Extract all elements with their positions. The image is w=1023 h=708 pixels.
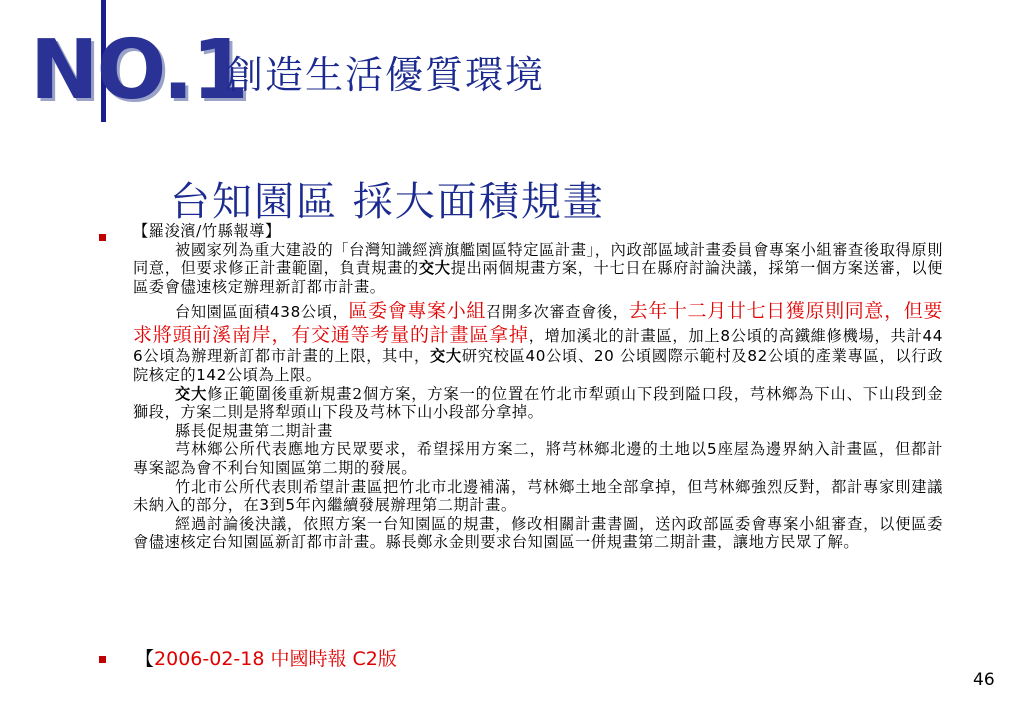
p2-g: 研究校區 xyxy=(461,347,526,366)
p2-e: 公頃的高鐵維修機場，共計 xyxy=(730,327,923,346)
paragraph-1 xyxy=(133,241,943,297)
paragraph-7 xyxy=(133,515,943,552)
p2-a: 台知園區面積 xyxy=(175,303,271,322)
p2-f: 公頃為辦理新訂都市計畫的上限，其中， xyxy=(143,347,430,366)
slide-logo: NO.1 xyxy=(30,23,247,118)
source-tag-text: 【羅浚濱/竹縣報導】 xyxy=(133,222,281,240)
p2-j: 公頃的產業專區，以行政院核定的 xyxy=(133,347,943,384)
citation-text: 2006-02-18 中國時報 C2版 xyxy=(154,648,397,670)
bullet-icon xyxy=(99,656,106,663)
p2-b: 公頃， xyxy=(300,303,349,322)
citation xyxy=(135,647,397,671)
paragraph-2 xyxy=(133,299,943,384)
slide-title: 創造生活優質環境 xyxy=(225,53,546,97)
p2-red1: 區委會專案小組 xyxy=(348,300,486,323)
p2-k: 公頃為上限。 xyxy=(226,365,322,384)
p3-text: 修正範圍後重新規畫2個方案，方案一的位置在竹北市犁頭山下段到隘口段，芎林鄉為下山、下山段到金獅段，方案二則是將犁頭山下段及芎林下山小段部分拿掉。 xyxy=(133,384,943,422)
p2-n1: 438 xyxy=(270,303,301,322)
p5-b: 座屋為邊界納入計畫區，但都計專案認為會不利台知園區第二期的發展。 xyxy=(133,440,943,477)
p5-n: 5 xyxy=(707,440,718,459)
p5-a: 芎林鄉公所代表應地方民眾要求，希望採用方案二，將芎林鄉北邊的土地以 xyxy=(175,440,708,459)
p2-n2: 8 xyxy=(720,327,731,346)
citation-bracket: 【 xyxy=(135,648,155,670)
p2-red2: 去年十二月廿七日獲原則同意，但要求將頭前溪南岸，有交通等考量的計畫區拿掉 xyxy=(133,300,943,347)
p6-c: 年內繼續發展辦理第二期計畫。 xyxy=(295,496,517,515)
p7-text: 經過討論後決議，依照方案一台知園區的規畫，修改相關計畫書圖，送內政部區委會專案小組審查，以便區委會儘速核定台知園區新訂都市計畫。縣長鄭永金則要求台知園區一併規畫第二期計畫，讓地方民眾了解。 xyxy=(133,514,943,552)
p4-text: 縣長促規畫第二期計畫 xyxy=(175,421,333,440)
p2-h: 公頃、 xyxy=(546,347,594,366)
paragraph-5 xyxy=(133,440,943,477)
p2-n7: 142 xyxy=(196,365,227,384)
slide-subtitle: 台知園區 採大面積規畫 xyxy=(170,179,605,225)
p2-n3: 44 6 xyxy=(133,327,943,366)
p1-bold: 交大 xyxy=(418,259,451,278)
p6-n2: 5 xyxy=(285,496,296,515)
p1-end: 提出兩個規畫方案，十七日在縣府討論決議，採第一個方案送審，以便區委會儘速核定辦理新訂都市計畫。 xyxy=(133,259,944,296)
p2-i: 公頃國際示範村及 xyxy=(614,347,748,366)
p6-b: 到 xyxy=(269,496,286,515)
p2-n4: 40 xyxy=(525,347,546,366)
p6-n1: 3 xyxy=(259,496,270,515)
p1-text: 被國家列為重大建設的「台灣知識經濟旗艦園區特定區計畫」，內政部區域計畫委員會專案小組審查後取得原則同意，但要求修正計畫範圍，負責規畫的 xyxy=(133,240,943,278)
paragraph-6 xyxy=(133,478,943,515)
article-body xyxy=(133,222,943,552)
p2-n6: 82 xyxy=(747,347,768,366)
page-number: 46 xyxy=(973,670,995,690)
p2-bold: 交大 xyxy=(429,347,462,366)
bullet-icon xyxy=(99,234,106,241)
paragraph-3 xyxy=(133,385,943,422)
p3-bold: 交大 xyxy=(175,384,208,403)
p2-n5: 20 xyxy=(593,347,615,366)
source-tag xyxy=(133,222,943,241)
paragraph-4 xyxy=(133,422,943,441)
p6-a: 竹北市公所代表則希望計畫區把竹北市北邊補滿，芎林鄉土地全部拿掉，但芎林鄉強烈反對，都計專家則建議未納入的部分，在 xyxy=(133,477,943,515)
p2-c: 召開多次審查會後， xyxy=(486,303,629,322)
p2-d: ，增加溪北的計畫區，加上 xyxy=(528,327,721,346)
